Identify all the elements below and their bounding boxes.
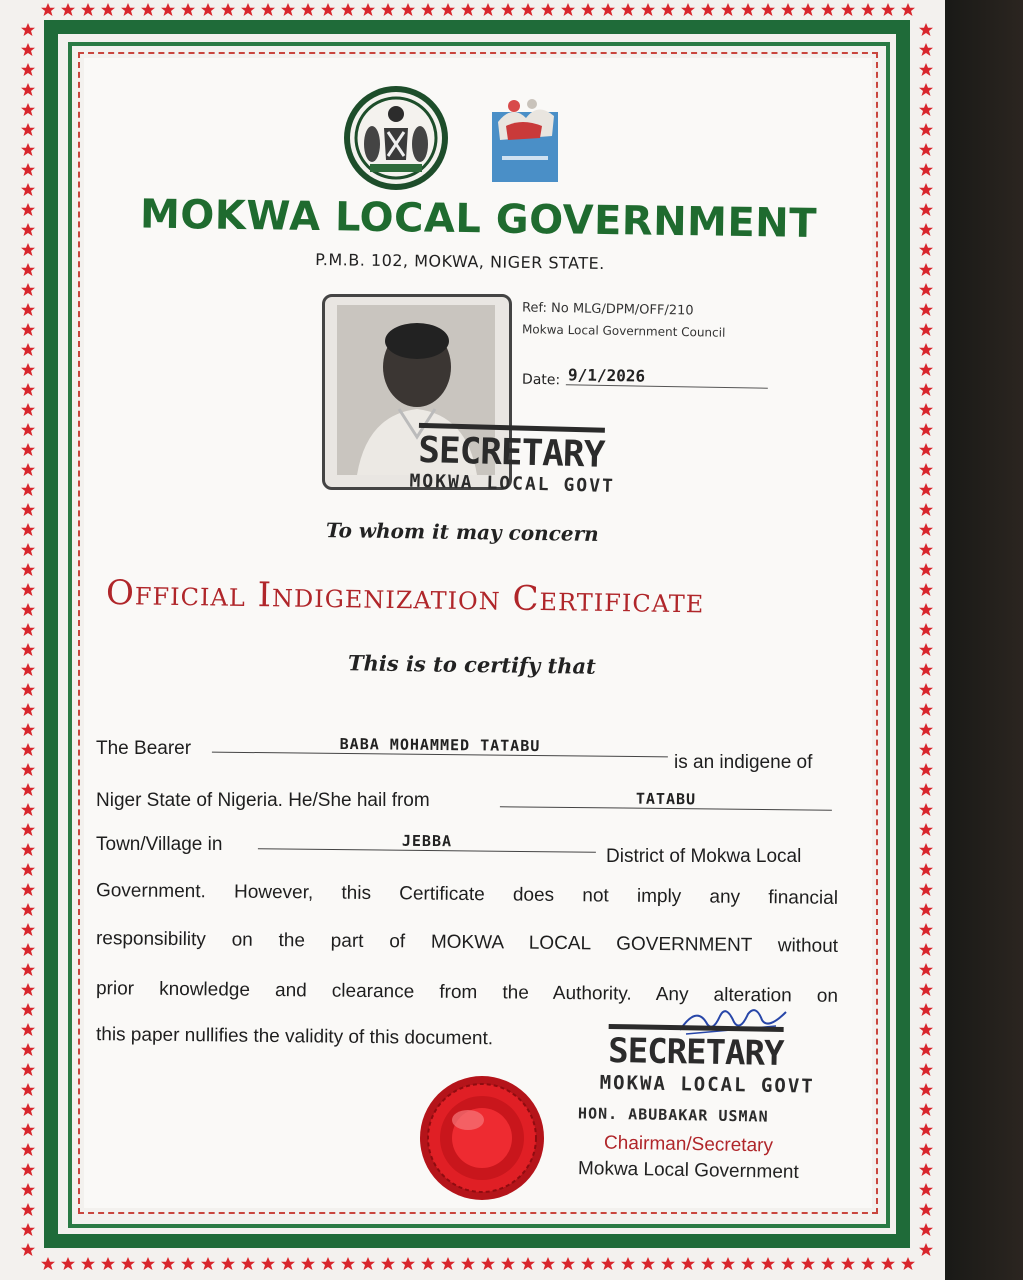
border-star (501, 1257, 515, 1270)
border-star (781, 3, 795, 16)
border-star (21, 83, 35, 96)
border-star (341, 1257, 355, 1270)
town-value: JEBBA (258, 830, 596, 853)
border-star (919, 1243, 933, 1256)
border-star (21, 583, 35, 596)
border-star (21, 1083, 35, 1096)
border-star (919, 463, 933, 476)
border-star (541, 3, 555, 16)
secretary-stamp-top (409, 423, 659, 503)
border-star (919, 883, 933, 896)
border-star (481, 1257, 495, 1270)
border-star (21, 1043, 35, 1056)
bearer-name: BABA MOHAMMED TATABU (212, 734, 668, 758)
border-star (919, 1063, 933, 1076)
signatory-name: HON. ABUBAKAR USMAN (577, 1104, 769, 1126)
indigene-text: is an indigene of (674, 752, 813, 773)
border-star (919, 403, 933, 416)
border-star (581, 3, 595, 16)
border-star (919, 683, 933, 696)
border-star (401, 3, 415, 16)
border-star (919, 503, 933, 516)
border-star (21, 503, 35, 516)
border-star (21, 1003, 35, 1016)
border-star (21, 823, 35, 836)
border-star (919, 1143, 933, 1156)
border-star (919, 383, 933, 396)
border-star (919, 1083, 933, 1096)
paragraph-line-2: responsibility on the part of MOKWA LOCAL GOVERNMENT without (95, 928, 839, 957)
border-star (821, 3, 835, 16)
border-star (441, 1257, 455, 1270)
border-star (21, 363, 35, 376)
border-star (21, 443, 35, 456)
border-star (641, 1257, 655, 1270)
border-star (841, 1257, 855, 1270)
border-star (21, 983, 35, 996)
border-star (919, 703, 933, 716)
border-star (919, 323, 933, 336)
border-star (21, 803, 35, 816)
border-star (381, 3, 395, 16)
border-star (919, 623, 933, 636)
border-star (901, 3, 915, 16)
border-star (21, 763, 35, 776)
border-star (919, 443, 933, 456)
border-star (919, 583, 933, 596)
border-star (481, 3, 495, 16)
border-star (161, 3, 175, 16)
border-star (919, 983, 933, 996)
border-star (919, 1123, 933, 1136)
border-star (21, 483, 35, 496)
border-star (101, 3, 115, 16)
border-star (581, 1257, 595, 1270)
border-star (21, 523, 35, 536)
border-star (21, 203, 35, 216)
org-address: P.M.B. 102, MOKWA, NIGER STATE. (315, 249, 605, 274)
border-star (919, 923, 933, 936)
border-star (21, 463, 35, 476)
border-star (21, 423, 35, 436)
border-star (701, 1257, 715, 1270)
border-star (121, 1257, 135, 1270)
border-star (21, 403, 35, 416)
border-star (541, 1257, 555, 1270)
bearer-label: The Bearer (96, 738, 192, 759)
border-star (601, 1257, 615, 1270)
border-star (341, 3, 355, 16)
border-star (761, 3, 775, 16)
border-star (919, 963, 933, 976)
district-text: District of Mokwa Local (606, 846, 802, 867)
border-star (919, 903, 933, 916)
border-star (701, 3, 715, 16)
border-star (741, 3, 755, 16)
border-star (101, 1257, 115, 1270)
border-star (21, 883, 35, 896)
border-star (21, 1163, 35, 1176)
border-star (521, 1257, 535, 1270)
border-star (919, 63, 933, 76)
border-star (21, 743, 35, 756)
border-star (241, 3, 255, 16)
border-star (919, 843, 933, 856)
border-star (919, 1183, 933, 1196)
border-star (41, 3, 55, 16)
border-star (919, 523, 933, 536)
border-star (261, 3, 275, 16)
red-wax-seal-icon (418, 1074, 546, 1202)
border-star (21, 63, 35, 76)
border-star (919, 1003, 933, 1016)
border-star (21, 603, 35, 616)
border-star (919, 603, 933, 616)
signatory-org: Mokwa Local Government (577, 1158, 799, 1183)
border-star (681, 3, 695, 16)
border-star (641, 3, 655, 16)
border-star (21, 383, 35, 396)
border-star (919, 1163, 933, 1176)
border-star (21, 143, 35, 156)
border-star (41, 1257, 55, 1270)
border-star (281, 3, 295, 16)
ref-council: Mokwa Local Government Council (521, 322, 726, 340)
border-star (919, 783, 933, 796)
border-star (21, 1123, 35, 1136)
border-star (21, 663, 35, 676)
border-star (301, 3, 315, 16)
border-star (841, 3, 855, 16)
border-star (361, 3, 375, 16)
border-star (21, 963, 35, 976)
border-star (201, 1257, 215, 1270)
border-star (21, 783, 35, 796)
border-star (821, 1257, 835, 1270)
border-star (121, 3, 135, 16)
border-star (21, 1223, 35, 1236)
paragraph-line-3: prior knowledge and clearance from the Authority. Any alteration on (95, 978, 839, 1007)
stamp-top-line2: MOKWA LOCAL GOVT (409, 470, 616, 498)
border-star (561, 1257, 575, 1270)
border-star (21, 183, 35, 196)
border-star (919, 83, 933, 96)
border-star (919, 283, 933, 296)
border-star (601, 3, 615, 16)
border-star (919, 23, 933, 36)
secretary-stamp-bottom (595, 1024, 856, 1109)
border-star (919, 1223, 933, 1236)
border-star (919, 363, 933, 376)
border-star (919, 543, 933, 556)
border-star (201, 3, 215, 16)
border-star (501, 3, 515, 16)
date-value: 9/1/2026 (566, 365, 768, 389)
border-star (141, 3, 155, 16)
border-star (21, 703, 35, 716)
ref-number: Ref: No MLG/DPM/OFF/210 (521, 300, 694, 319)
paragraph-line-4: this paper nullifies the validity of this document. (95, 1024, 494, 1050)
stamp-bottom-line1: SECRETARY (608, 1024, 784, 1074)
border-star (21, 343, 35, 356)
border-star (761, 1257, 775, 1270)
org-title: MOKWA LOCAL GOVERNMENT (139, 191, 818, 247)
date-label: Date: (521, 371, 561, 389)
border-star (301, 1257, 315, 1270)
border-star (161, 1257, 175, 1270)
border-star (21, 163, 35, 176)
border-star (919, 263, 933, 276)
border-star (681, 1257, 695, 1270)
border-star (21, 303, 35, 316)
border-star (21, 1143, 35, 1156)
border-star (661, 1257, 675, 1270)
border-star (21, 1243, 35, 1256)
border-star (721, 1257, 735, 1270)
border-star (181, 1257, 195, 1270)
border-star (919, 643, 933, 656)
border-star (21, 1063, 35, 1076)
border-star (81, 1257, 95, 1270)
border-star (281, 1257, 295, 1270)
border-star (621, 3, 635, 16)
certify-heading: This is to certify that (347, 650, 597, 679)
border-star (21, 123, 35, 136)
border-star (21, 683, 35, 696)
border-star (919, 563, 933, 576)
border-star (919, 143, 933, 156)
border-star (441, 3, 455, 16)
border-star (919, 1203, 933, 1216)
border-star (919, 1043, 933, 1056)
border-star (521, 3, 535, 16)
border-star (721, 3, 735, 16)
border-star (21, 543, 35, 556)
border-star (361, 1257, 375, 1270)
hail-from-value: TATABU (500, 788, 832, 810)
border-star (21, 1023, 35, 1036)
border-star (21, 223, 35, 236)
border-star (901, 1257, 915, 1270)
border-star (919, 1023, 933, 1036)
border-star (321, 3, 335, 16)
state-text: Niger State of Nigeria. He/She hail from (96, 790, 430, 811)
border-star (919, 723, 933, 736)
border-star (919, 763, 933, 776)
border-star (919, 203, 933, 216)
border-star (919, 803, 933, 816)
border-star (21, 623, 35, 636)
border-star (21, 103, 35, 116)
border-star (421, 1257, 435, 1270)
border-star (861, 3, 875, 16)
border-star (661, 3, 675, 16)
border-star (801, 3, 815, 16)
border-star (861, 1257, 875, 1270)
paragraph-line-1: Government. However, this Certificate does not imply any financial (95, 880, 839, 909)
coat-of-arms-icon (336, 84, 456, 192)
certificate-title: Official Indigenization Certificate (105, 572, 705, 622)
border-star (919, 663, 933, 676)
border-star (321, 1257, 335, 1270)
stamp-top-line1: SECRETARY (418, 423, 605, 476)
border-star (181, 3, 195, 16)
border-star (21, 943, 35, 956)
town-label: Town/Village in (96, 834, 223, 855)
border-star (21, 643, 35, 656)
border-star (919, 863, 933, 876)
border-star (421, 3, 435, 16)
signatory-role: Chairman/Secretary (603, 1132, 774, 1157)
to-whom-concern: To whom it may concern (325, 518, 599, 546)
border-star (881, 1257, 895, 1270)
border-star (21, 843, 35, 856)
border-star (919, 823, 933, 836)
border-star (21, 923, 35, 936)
border-star (21, 23, 35, 36)
border-star (919, 183, 933, 196)
border-star (21, 903, 35, 916)
border-star (561, 3, 575, 16)
border-star (21, 1103, 35, 1116)
border-star (919, 343, 933, 356)
border-star (919, 943, 933, 956)
border-star (381, 1257, 395, 1270)
border-star (141, 1257, 155, 1270)
border-star (21, 723, 35, 736)
border-star (781, 1257, 795, 1270)
border-star (919, 1103, 933, 1116)
border-star (919, 743, 933, 756)
border-star (21, 43, 35, 56)
border-star (881, 3, 895, 16)
border-star (21, 863, 35, 876)
stamp-bottom-line2: MOKWA LOCAL GOVT (599, 1071, 815, 1098)
border-star (61, 1257, 75, 1270)
border-star (241, 1257, 255, 1270)
border-star (919, 103, 933, 116)
border-star (61, 3, 75, 16)
border-star (621, 1257, 635, 1270)
border-star (21, 283, 35, 296)
border-star (919, 423, 933, 436)
border-star (21, 243, 35, 256)
border-star (221, 1257, 235, 1270)
border-star (21, 323, 35, 336)
border-star (801, 1257, 815, 1270)
border-star (919, 223, 933, 236)
border-star (21, 263, 35, 276)
border-star (81, 3, 95, 16)
border-star (919, 483, 933, 496)
border-star (919, 43, 933, 56)
local-gov-logo-icon (492, 96, 558, 182)
border-star (21, 1203, 35, 1216)
border-star (21, 1183, 35, 1196)
border-star (919, 303, 933, 316)
border-star (221, 3, 235, 16)
border-star (21, 563, 35, 576)
border-star (919, 123, 933, 136)
border-star (261, 1257, 275, 1270)
border-star (919, 163, 933, 176)
border-star (919, 243, 933, 256)
border-star (741, 1257, 755, 1270)
border-star (401, 1257, 415, 1270)
border-star (461, 3, 475, 16)
border-star (461, 1257, 475, 1270)
